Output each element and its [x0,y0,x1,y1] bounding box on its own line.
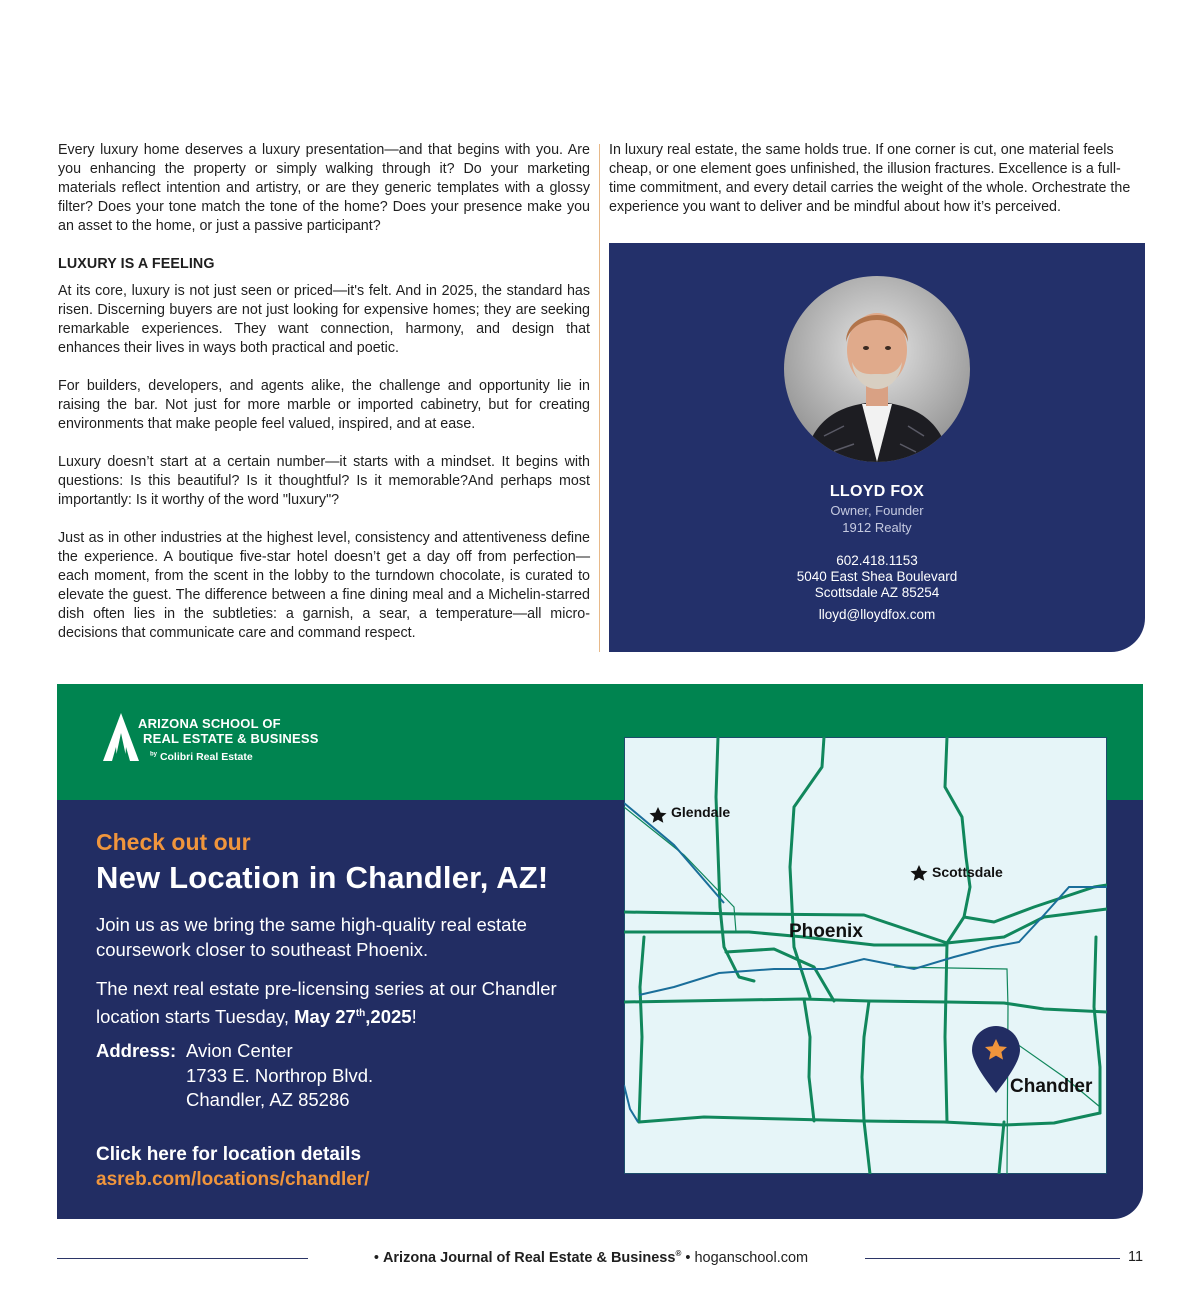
address-label: Address: [96,1040,177,1061]
author-photo [784,276,970,462]
location-details-link[interactable]: Click here for location details [96,1144,362,1165]
address-line1: Avion Center [186,1040,293,1061]
section-heading: LUXURY IS A FEELING [58,256,215,272]
article-paragraph: In luxury real estate, the same holds true. If one corner is cut, one material feels cheap, or one element goes unfinished, the illusion fractures. Excellence is a full-time commitment, and every detail carries the weight of the whole. Orchestrate the experience you want to deliver and be mindful about how it’s perceived. [609,142,1131,215]
author-email: lloyd@lloydfox.com [818,607,936,622]
article-right-column [609,141,1143,217]
page-number: 11 [1128,1249,1144,1265]
article-left-column [58,141,590,662]
ad-start-date: May 27th,2025 [294,1006,412,1028]
author-name: LLOYD FOX [829,483,925,500]
article-paragraph: For builders, developers, and agents alike, the challenge and opportunity lie in raising the bar. Not just for more marble or imported cabinetry, but for creating environments that make people feel valued, inspired, and at ease. [58,378,590,432]
author-bio-card [609,243,1145,652]
logo-by: by [150,751,158,758]
article-paragraph: Just as in other industries at the highest level, consistency and attentiveness define the experience. A boutique five-star hotel doesn’t get a day off from perfection—each moment, from the scent in the lobby to the turndown chocolate, is curated to elevate the guest. The difference between a fine dining meal and a Michelin-starred dish often lies in the subtleties: a garnish, a sear, a temperature—all micro-decisions that communicate care and command respect. [58,530,590,641]
map-label-scottsdale: Scottsdale [932,864,1003,880]
author-address-line2: Scottsdale AZ 85254 [814,585,940,600]
footer-journal-name: Arizona Journal of Real Estate & Business® [382,1249,682,1266]
chandler-location-ad[interactable] [57,684,1143,1219]
location-url-link[interactable]: asreb.com/locations/chandler/ [96,1169,370,1190]
author-company: 1912 Realty [842,520,912,535]
ad-title: New Location in Chandler, AZ! [96,860,549,895]
author-phone: 602.418.1153 [836,553,918,568]
ad-kicker: Check out our [96,829,251,855]
ad-paragraph: Join us as we bring the same high-quality real estate coursework closer to southeast Phoenix. [96,914,527,960]
logo-line1: ARIZONA SCHOOL OF [138,716,281,731]
article-paragraph: At its core, luxury is not just seen or priced—it's felt. And in 2025, the standard has risen. Discerning buyers are not just looking for expensive homes; they are seeking remarkable experiences. They want connection, harmony, and design that enhances their lives in ways both practical and poetic. [58,283,590,356]
author-address-line1: 5040 East Shea Boulevard [796,569,958,584]
address-line3: Chandler, AZ 85286 [186,1089,350,1110]
address-line2: 1733 E. Northrop Blvd. [186,1065,374,1086]
logo-line3 [150,751,253,763]
map-label-chandler: Chandler [1010,1076,1093,1097]
article-paragraph: Every luxury home deserves a luxury presentation—and that begins with you. Are you enhancing the property or simply walking through it? Do your marketing materials reflect intention and artistry, or are they generic templates with a glossy filter? Does your tone match the tone of the home? Does your presence make you an asset to the home, or just a passive participant? [58,142,590,234]
asreb-logo [101,711,341,767]
footer-site-link[interactable]: hoganschool.com [694,1249,809,1266]
chandler-map [624,737,1107,1174]
map-label-phoenix: Phoenix [789,921,863,942]
ad-paragraph-date: The next real estate pre-licensing series at our Chandler location starts Tuesday, May 27th,2025! [96,978,557,1028]
column-divider [599,144,600,652]
logo-brand: Colibri Real Estate [159,751,253,763]
ad-paragraph-text: The next real estate pre-licensing series at our Chandler location starts Tuesday, [96,978,557,1028]
article-paragraph: Luxury doesn’t start at a certain number—it starts with a mindset. It begins with questions: Is this beautiful? Is it thoughtful? Is it memorable?And perhaps most importantly: Is it worthy of the word "luxury"? [58,454,590,508]
author-role: Owner, Founder [830,503,924,518]
footer-credit: • Arizona Journal of Real Estate & Business® • hoganschool.com [373,1249,809,1266]
logo-line2: REAL ESTATE & BUSINESS [143,731,319,746]
map-label-glendale: Glendale [671,804,731,820]
asreb-logo-icon [101,711,141,763]
